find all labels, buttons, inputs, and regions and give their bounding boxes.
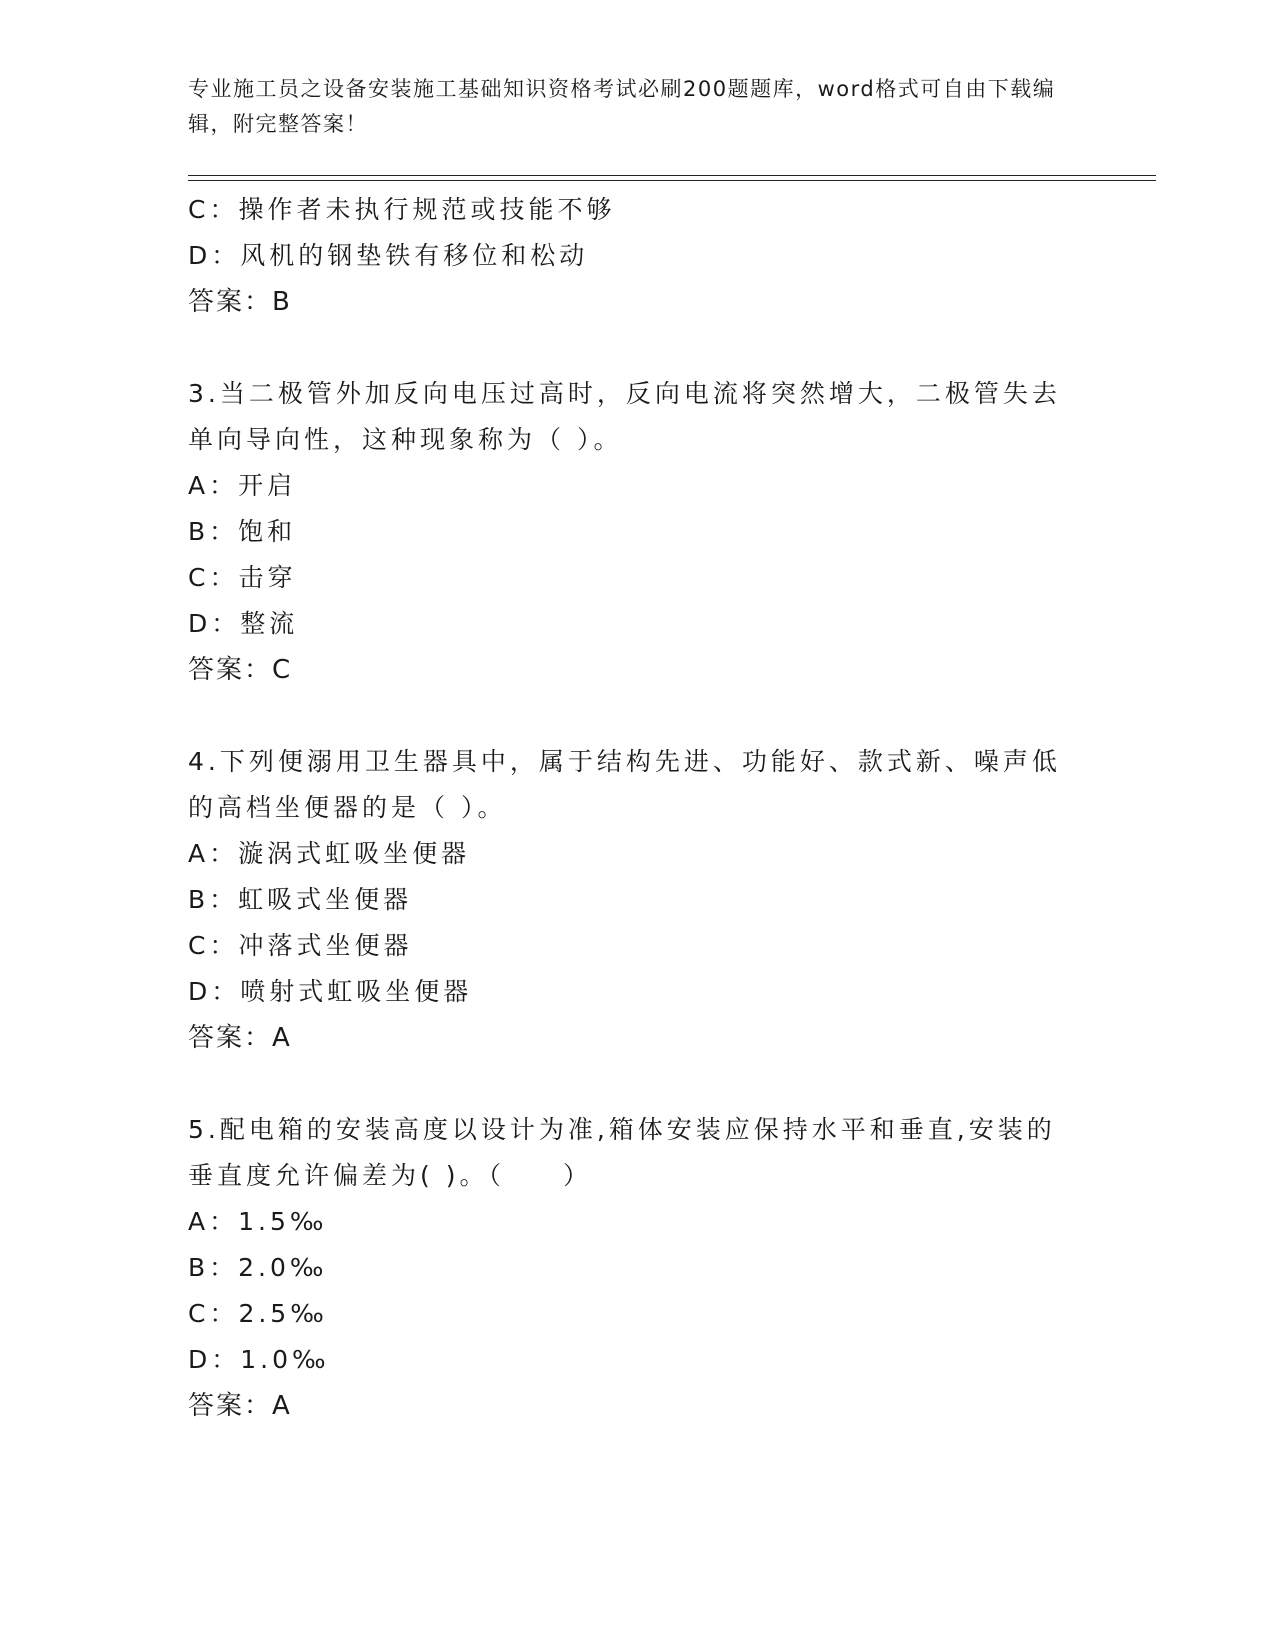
option-c: C：操作者未执行规范或技能不够 [188,195,616,224]
option-c: C：冲落式坐便器 [188,931,413,960]
question-4 [188,739,1068,1061]
option-c: C：2.5‰ [188,1299,328,1328]
option-a: A：1.5‰ [188,1207,328,1236]
question-stem: 4.下列便溺用卫生器具中，属于结构先进、功能好、款式新、噪声低的高档坐便器的是（ ）。 [188,747,1061,822]
option-b: B：虹吸式坐便器 [188,885,413,914]
question-5 [188,1107,1068,1429]
option-a: A：开启 [188,471,297,500]
answer: 答案：C [188,655,293,685]
option-d: D：喷射式虹吸坐便器 [188,977,473,1006]
question-stem: 3.当二极管外加反向电压过高时，反向电流将突然增大，二极管失去单向导向性，这种现象称为（ ）。 [188,379,1061,454]
option-d: D：1.0‰ [188,1345,330,1374]
option-d: D：风机的钢垫铁有移位和松动 [188,241,589,270]
answer: 答案：B [188,287,292,317]
answer: 答案：A [188,1023,292,1053]
question-stem: 5.配电箱的安装高度以设计为准,箱体安装应保持水平和垂直,安装的垂直度允许偏差为( )。（ ） [188,1115,1056,1190]
spacer [188,693,1068,739]
question-list [188,187,1068,1429]
answer: 答案：A [188,1391,292,1421]
question-3 [188,371,1068,693]
header-rule-bottom [188,180,1156,181]
option-c: C：击穿 [188,563,297,592]
option-b: B：2.0‰ [188,1253,328,1282]
document-header: 专业施工员之设备安装施工基础知识资格考试必刷200题题库，word格式可自由下载编辑，附完整答案！ [188,77,1056,136]
option-d: D：整流 [188,609,299,638]
option-b: B：饱和 [188,517,297,546]
option-a: A：漩涡式虹吸坐便器 [188,839,471,868]
spacer [188,1061,1068,1107]
spacer [188,325,1068,371]
question-2-tail [188,187,1068,325]
header-rule-top [188,175,1156,176]
